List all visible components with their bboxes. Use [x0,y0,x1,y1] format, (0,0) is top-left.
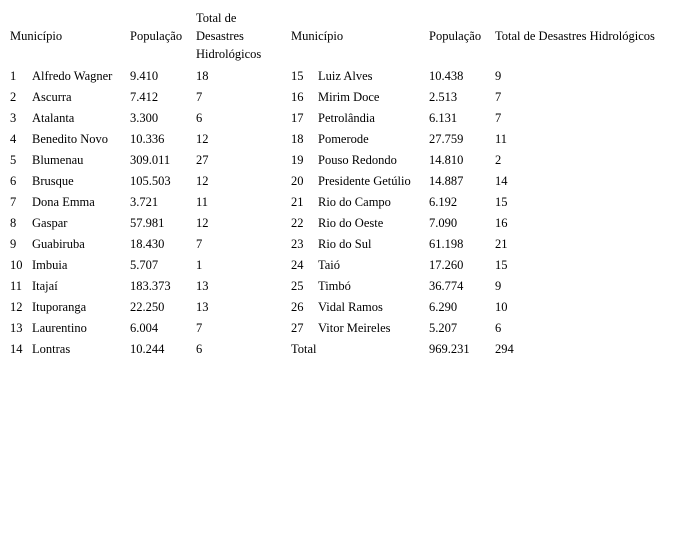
municipio-cell: Mirim Doce [318,90,380,104]
row-number: 22 [291,216,304,230]
municipio-cell: Blumenau [32,153,84,167]
populacao-cell: 61.198 [429,237,464,251]
table-row [7,66,679,87]
populacao-cell: 2.513 [429,90,458,104]
row-number: 10 [10,258,23,272]
row-number: 1 [10,69,17,83]
populacao-cell: 6.004 [130,321,159,335]
municipio-cell: Benedito Novo [32,132,109,146]
municipio-cell: Pouso Redondo [318,153,397,167]
populacao-cell: 10.336 [130,132,165,146]
total-populacao: 969.231 [429,342,470,356]
header-municipio-left: Município [10,29,63,43]
municipio-cell: Pomerode [318,132,369,146]
total-desastres: 294 [495,342,514,356]
row-number: 27 [291,321,304,335]
populacao-cell: 18.430 [130,237,165,251]
row-number: 17 [291,111,304,125]
desastres-cell: 9 [495,69,502,83]
header-desastres-right: Total de Desastres Hidrológicos [495,29,655,43]
row-number: 24 [291,258,304,272]
populacao-cell: 36.774 [429,279,464,293]
municipio-cell: Taió [318,258,341,272]
populacao-cell: 7.090 [429,216,458,230]
municipio-cell: Rio do Oeste [318,216,384,230]
table-row [7,213,679,234]
municipio-cell: Vitor Meireles [318,321,391,335]
desastres-cell: 11 [196,195,209,209]
populacao-cell: 3.300 [130,111,159,125]
municipio-cell: Ascurra [32,90,72,104]
table-row [7,276,679,297]
municipio-cell: Luiz Alves [318,69,373,83]
municipio-cell: Lontras [32,342,71,356]
header-populacao-left: População [130,29,183,43]
desastres-cell: 6 [196,342,203,356]
municipio-cell: Gaspar [32,216,68,230]
populacao-cell: 14.887 [429,174,464,188]
table-row [7,108,679,129]
row-number: 8 [10,216,17,230]
populacao-cell: 5.207 [429,321,458,335]
row-number: 2 [10,90,17,104]
desastres-cell: 7 [196,321,203,335]
header-populacao-right: População [429,29,482,43]
desastres-cell: 14 [495,174,508,188]
header-row [7,6,679,66]
table-row [7,339,679,360]
populacao-cell: 183.373 [130,279,171,293]
desastres-cell: 16 [495,216,508,230]
row-number: 16 [291,90,304,104]
row-number: 26 [291,300,304,314]
desastres-cell: 13 [196,300,209,314]
header-municipio-right: Município [291,29,344,43]
row-number: 21 [291,195,304,209]
table-body [7,66,679,360]
municipio-cell: Atalanta [32,111,75,125]
populacao-cell: 6.192 [429,195,458,209]
row-number: 12 [10,300,23,314]
row-number: 14 [10,342,23,356]
desastres-cell: 27 [196,153,209,167]
desastres-cell: 15 [495,195,508,209]
total-label: Total [291,342,317,356]
row-number: 13 [10,321,23,335]
municipio-cell: Vidal Ramos [318,300,383,314]
desastres-cell: 7 [196,237,203,251]
populacao-cell: 22.250 [130,300,165,314]
table-row [7,129,679,150]
municipio-cell: Guabiruba [32,237,85,251]
row-number: 23 [291,237,304,251]
row-number: 9 [10,237,17,251]
desastres-cell: 15 [495,258,508,272]
table-row [7,192,679,213]
row-number: 5 [10,153,17,167]
row-number: 6 [10,174,17,188]
disasters-table [7,6,679,360]
desastres-cell: 7 [495,90,502,104]
desastres-cell: 18 [196,69,209,83]
desastres-cell: 12 [196,174,209,188]
municipio-cell: Rio do Campo [318,195,391,209]
row-number: 4 [10,132,17,146]
populacao-cell: 6.290 [429,300,458,314]
populacao-cell: 5.707 [130,258,159,272]
desastres-cell: 10 [495,300,508,314]
desastres-cell: 13 [196,279,209,293]
table-header [7,6,679,66]
table-row [7,297,679,318]
header-desastres-left: Total de Desastres Hidrológicos [196,11,262,61]
municipio-cell: Timbó [318,279,351,293]
municipio-cell: Brusque [32,174,74,188]
row-number: 15 [291,69,304,83]
municipio-cell: Laurentino [32,321,87,335]
row-number: 11 [10,279,23,293]
desastres-cell: 7 [495,111,502,125]
municipio-cell: Petrolândia [318,111,375,125]
desastres-cell: 9 [495,279,502,293]
populacao-cell: 17.260 [429,258,464,272]
row-number: 25 [291,279,304,293]
row-number: 20 [291,174,304,188]
desastres-cell: 21 [495,237,508,251]
municipio-cell: Itajaí [32,279,58,293]
municipio-cell: Presidente Getúlio [318,174,411,188]
populacao-cell: 6.131 [429,111,458,125]
desastres-cell: 2 [495,153,502,167]
municipio-cell: Dona Emma [32,195,95,209]
desastres-cell: 6 [196,111,203,125]
desastres-cell: 7 [196,90,203,104]
table-row [7,234,679,255]
municipio-cell: Alfredo Wagner [32,69,113,83]
table-row [7,255,679,276]
populacao-cell: 7.412 [130,90,159,104]
table-row [7,318,679,339]
row-number: 7 [10,195,17,209]
desastres-cell: 12 [196,132,209,146]
populacao-cell: 10.438 [429,69,464,83]
table-row [7,171,679,192]
municipio-cell: Rio do Sul [318,237,372,251]
row-number: 18 [291,132,304,146]
municipio-cell: Ituporanga [32,300,87,314]
populacao-cell: 3.721 [130,195,159,209]
desastres-cell: 11 [495,132,508,146]
desastres-cell: 12 [196,216,209,230]
row-number: 19 [291,153,304,167]
table-row [7,150,679,171]
populacao-cell: 105.503 [130,174,171,188]
populacao-cell: 57.981 [130,216,165,230]
populacao-cell: 10.244 [130,342,165,356]
populacao-cell: 309.011 [130,153,171,167]
desastres-cell: 1 [196,258,203,272]
populacao-cell: 27.759 [429,132,464,146]
desastres-cell: 6 [495,321,502,335]
row-number: 3 [10,111,17,125]
populacao-cell: 9.410 [130,69,159,83]
populacao-cell: 14.810 [429,153,464,167]
table-row [7,87,679,108]
municipio-cell: Imbuia [32,258,68,272]
